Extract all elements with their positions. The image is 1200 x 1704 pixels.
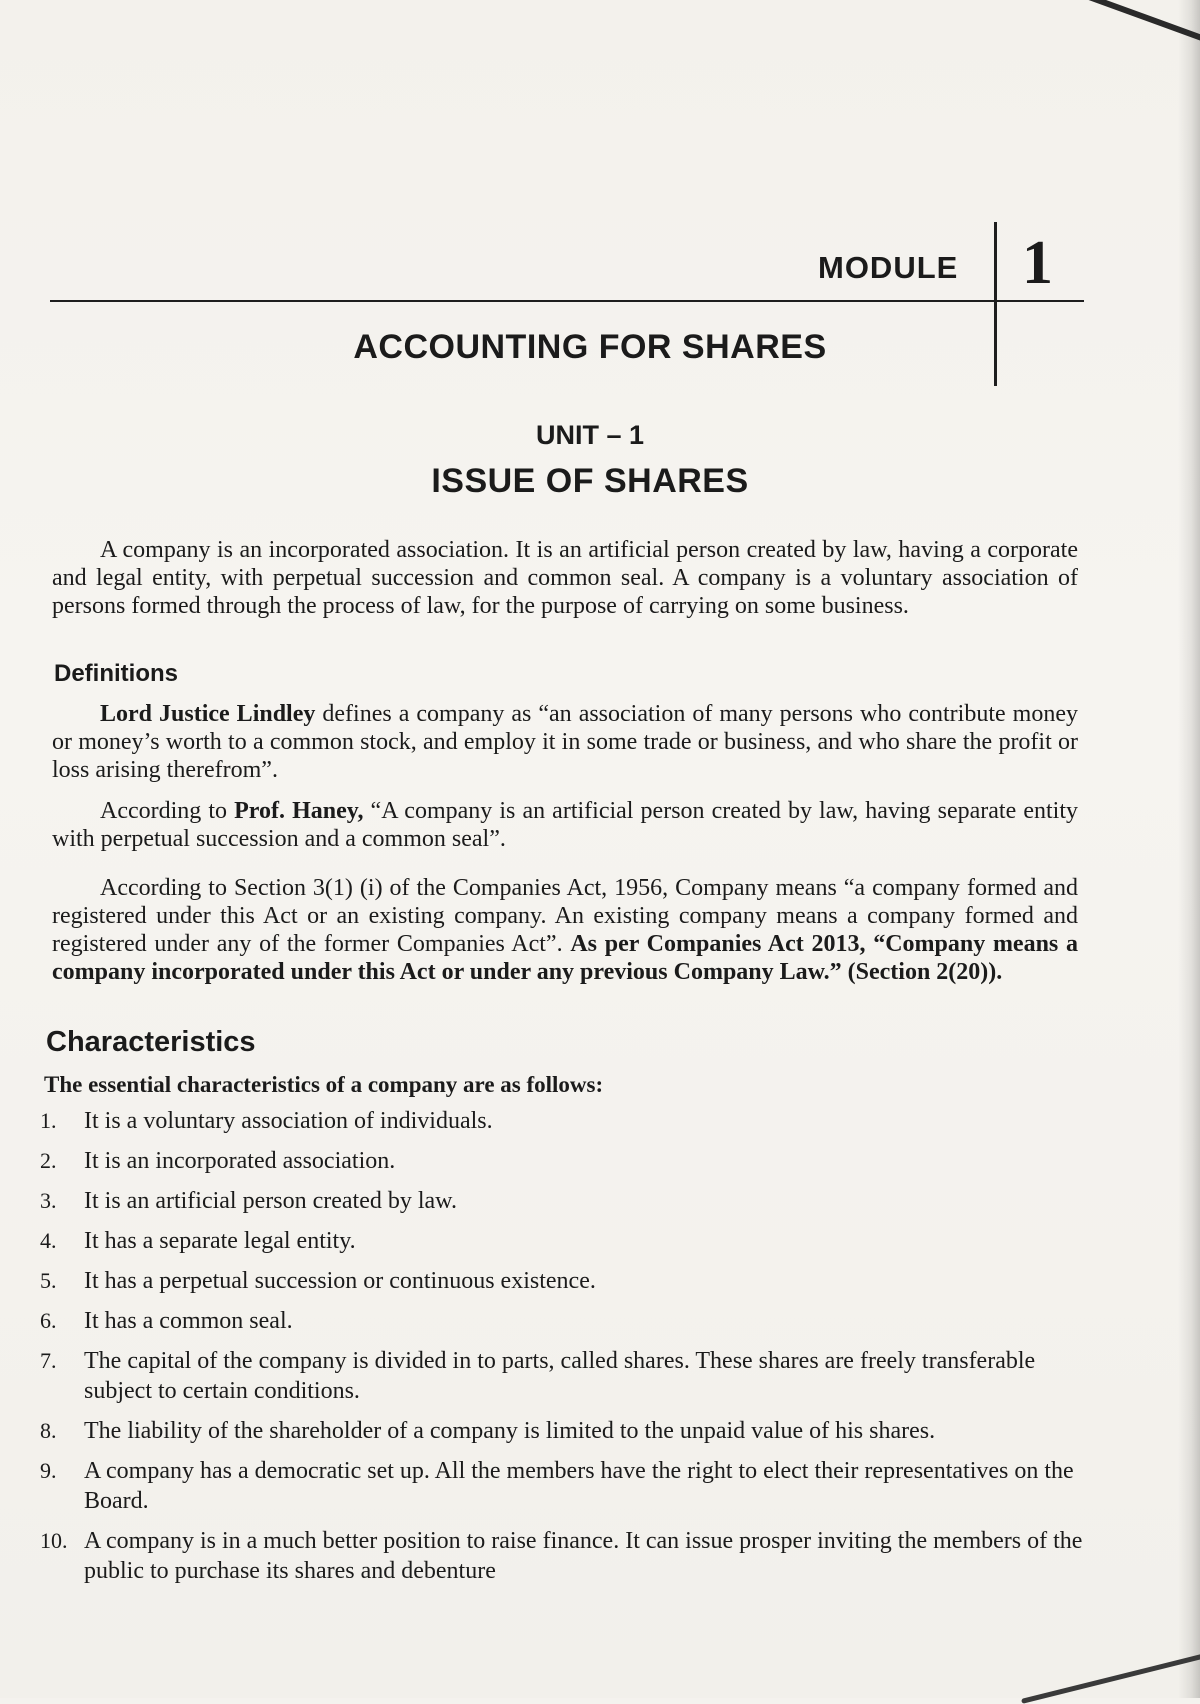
list-item (40, 1456, 1090, 1516)
list-item-number: 9. (40, 1458, 57, 1483)
list-item-text: It is an artificial person created by law. (84, 1188, 457, 1214)
list-item-text: A company has a democratic set up. All the members have the right to elect their representatives on the Board. (84, 1458, 1074, 1514)
list-item (40, 1416, 1090, 1446)
list-item-text: The liability of the shareholder of a company is limited to the unpaid value of his shares. (84, 1418, 936, 1444)
list-item-number: 4. (40, 1228, 57, 1253)
module-label: MODULE (818, 250, 959, 285)
haney-definition (52, 797, 1078, 853)
list-item-number: 1. (40, 1108, 57, 1133)
haney-prefix: According to (100, 798, 235, 824)
intro-paragraph: A company is an incorporated association. It is an artificial person created by law, having a corporate and legal entity, with perpetual succession and common seal. A company is a voluntary association of persons formed through the process of law, for the purpose of carrying on some business. (52, 537, 1078, 619)
list-item-number: 5. (40, 1268, 57, 1293)
list-item (40, 1146, 1090, 1176)
list-item-number: 8. (40, 1418, 57, 1443)
characteristics-intro: The essential characteristics of a company are as follows: (44, 1072, 604, 1097)
list-item (40, 1346, 1090, 1406)
list-item (40, 1306, 1090, 1336)
list-item-text: It is a voluntary association of individuals. (84, 1108, 493, 1134)
unit-title: ISSUE OF SHARES (431, 462, 749, 500)
list-item-number: 6. (40, 1308, 57, 1333)
list-item-number: 7. (40, 1348, 57, 1373)
list-item-text: A company is in a much better position to raise finance. It can issue prosper inviting the members of the public to purchase its shares and debenture (84, 1528, 1083, 1584)
characteristics-list (40, 1106, 1090, 1596)
lindley-text: defines a company as “an association of many persons who contribute money or money’s worth to a common stock, and employ it in some trade or business, and who share the profit or loss arising therefrom”. (52, 701, 1078, 783)
module-horizontal-rule (50, 300, 1084, 302)
section-text: According to Section 3(1) (i) of the Companies Act, 1956, Company means “a company formed and registered under this Act or an existing company. An existing company means a company formed and registered under any of the former Companies Act”. (52, 875, 1078, 957)
list-item (40, 1266, 1090, 1296)
page-title: ACCOUNTING FOR SHARES (353, 328, 827, 366)
companies-act-definition (52, 874, 1078, 986)
characteristics-heading: Characteristics (46, 1026, 256, 1058)
list-item-text: It has a perpetual succession or continuous existence. (84, 1268, 596, 1294)
unit-label: UNIT – 1 (535, 420, 645, 450)
list-item-number: 3. (40, 1188, 57, 1213)
bottom-corner-pen-stroke (1021, 1653, 1200, 1704)
list-item-number: 2. (40, 1148, 57, 1173)
list-item (40, 1106, 1090, 1136)
haney-text: “A company is an artificial person created by law, having separate entity with perpetual succession and a common seal”. (52, 798, 1078, 852)
lindley-name: Lord Justice Lindley (100, 701, 316, 727)
definitions-heading: Definitions (54, 660, 178, 687)
list-item-text: It is an incorporated association. (84, 1148, 396, 1174)
list-item (40, 1526, 1090, 1586)
page-edge-shadow (1178, 0, 1200, 1698)
list-item (40, 1186, 1090, 1216)
haney-name: Prof. Haney, (234, 798, 364, 824)
list-item-text: It has a separate legal entity. (84, 1228, 356, 1254)
lindley-definition (52, 700, 1078, 784)
module-number: 1 (1022, 229, 1053, 297)
list-item-text: The capital of the company is divided in to parts, called shares. These shares are freely transferable subject to certain conditions. (84, 1348, 1036, 1404)
list-item (40, 1226, 1090, 1256)
list-item-text: It has a common seal. (84, 1308, 293, 1334)
section-bold-text: As per Companies Act 2013, “Company means a company incorporated under this Act or under any previous Company Law.” (Section 2(20)). (52, 931, 1078, 985)
list-item-number: 10. (40, 1528, 68, 1553)
